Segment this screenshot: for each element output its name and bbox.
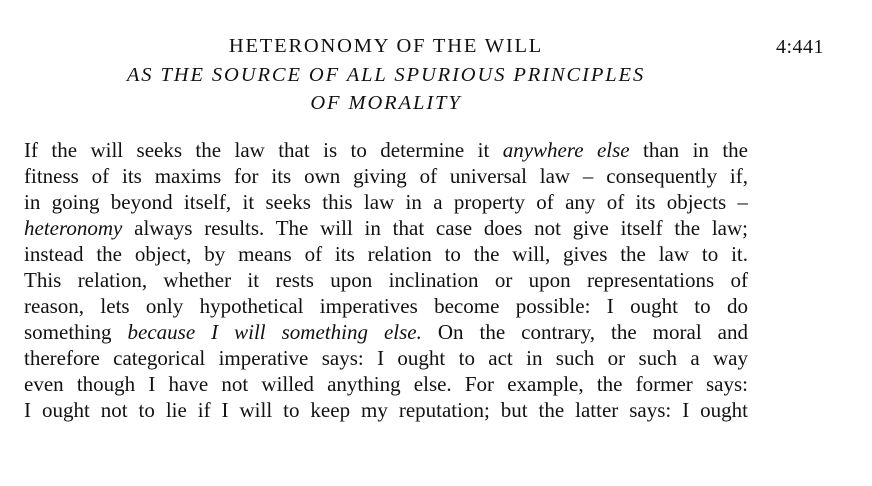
text-line	[24, 215, 748, 241]
text-line	[24, 345, 748, 371]
text-run: something	[24, 320, 128, 344]
italic-text: anywhere else	[502, 138, 630, 162]
text-run: fitness of its maxims for its own giving of universal law – consequently if,	[24, 164, 748, 188]
text-run: I ought not to lie if I will to keep my reputation; but the latter says: I ought	[24, 398, 748, 422]
text-run: If the will seeks the law that is to determine it	[24, 138, 503, 162]
text-line	[24, 293, 748, 319]
text-run: in going beyond itself, it seeks this law in a property of any of its objects –	[24, 190, 748, 214]
section-subtitle-line-2: OF MORALITY	[310, 92, 462, 114]
text-line	[24, 397, 748, 423]
text-run: therefore categorical imperative says: I ought to act in such or such a way	[24, 346, 748, 370]
text-run: On the contrary, the moral and	[421, 320, 748, 344]
text-run: This relation, whether it rests upon inclination or upon representations of	[24, 268, 748, 292]
text-line	[24, 371, 748, 397]
text-line	[24, 189, 748, 215]
text-line	[24, 163, 748, 189]
italic-text: because I will something else.	[127, 320, 422, 344]
text-run: instead the object, by means of its relation to the will, gives the law to it.	[24, 242, 748, 266]
text-run: reason, lets only hypothetical imperatives become possible: I ought to do	[24, 294, 748, 318]
text-line	[24, 137, 748, 163]
section-title: HETERONOMY OF THE WILL	[228, 35, 544, 57]
section-subtitle-line-1: AS THE SOURCE OF ALL SPURIOUS PRINCIPLES	[126, 64, 646, 86]
text-line	[24, 267, 748, 293]
text-run: than in the	[629, 138, 748, 162]
text-run: even though I have not willed anything else. For example, the former says:	[24, 372, 748, 396]
text-line	[24, 319, 748, 345]
italic-text: heteronomy	[24, 216, 123, 240]
text-run: always results. The will in that case does not give itself the law;	[122, 216, 748, 240]
body-paragraph	[24, 137, 748, 423]
marginal-page-reference: 4:441	[776, 36, 825, 58]
text-line	[24, 241, 748, 267]
